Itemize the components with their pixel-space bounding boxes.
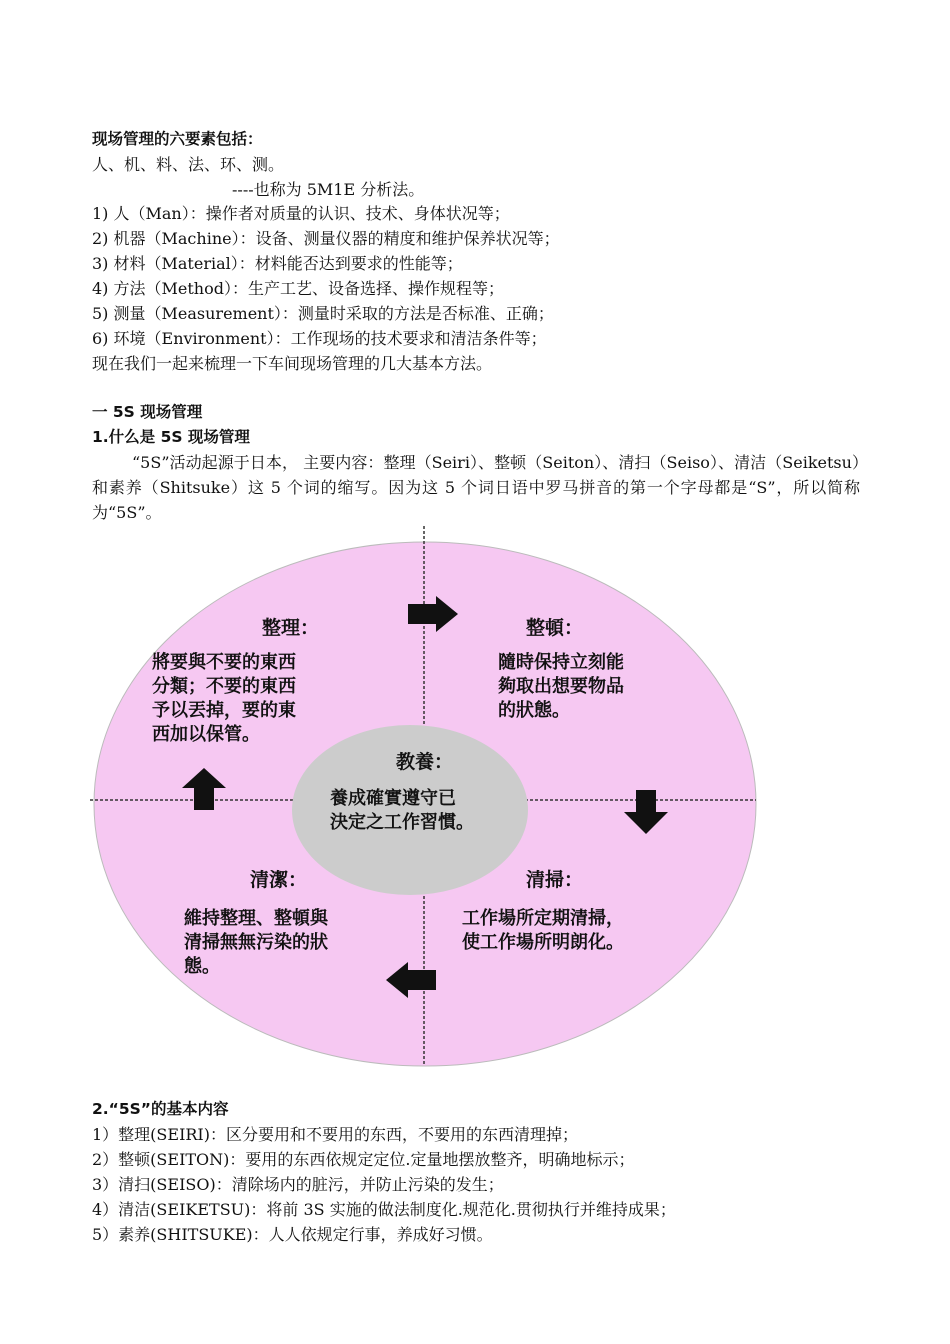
section2-item: 4）清洁(SEIKETSU)：将前 3S 实施的做法制度化.规范化.贯彻执行并维持成果；: [92, 1200, 676, 1219]
shitsuke-title: 教養：: [396, 751, 454, 773]
5s-cycle-diagram: [90, 522, 770, 1067]
seiri-line: 西加以保管。: [152, 724, 260, 745]
section1-subtitle: 1.什么是 5S 现场管理: [92, 428, 250, 446]
seiketsu-line: 維持整理、整頓與: [184, 908, 328, 929]
section2-item: 5）素养(SHITSUKE)：人人依规定行事，养成好习惯。: [92, 1225, 493, 1244]
seiri-line: 將要與不要的東西: [152, 652, 296, 673]
shitsuke-line: 決定之工作習慣。: [330, 812, 474, 833]
intro-item: 3) 材料（Material）：材料能否达到要求的性能等；: [92, 254, 463, 273]
section2-item: 3）清扫(SEISO)：清除场内的脏污，并防止污染的发生；: [92, 1175, 504, 1194]
section2-title: 2.“5S”的基本内容: [92, 1100, 229, 1118]
intro-closing: 现在我们一起来梳理一下车间现场管理的几大基本方法。: [92, 354, 493, 373]
seiri-title: 整理：: [262, 617, 320, 639]
intro-item: 2) 机器（Machine）：设备、测量仪器的精度和维护保养状况等；: [92, 229, 560, 248]
seiton-title: 整頓：: [526, 617, 584, 639]
seiketsu-line: 態。: [184, 956, 220, 977]
intro-elements: 人、机、料、法、环、测。: [92, 155, 285, 174]
intro-item: 4) 方法（Method）：生产工艺、设备选择、操作规程等；: [92, 279, 504, 298]
intro-alias: ----也称为 5M1E 分析法。: [232, 180, 425, 199]
intro-item: 5) 测量（Measurement）：测量时采取的方法是否标准、正确；: [92, 304, 554, 323]
seiri-line: 予以丟掉，要的東: [152, 700, 296, 721]
seiton-line: 的狀態。: [498, 700, 570, 721]
section2-item: 1）整理(SEIRI)：区分要用和不要用的东西，不要用的东西清理掉；: [92, 1125, 578, 1144]
seiso-line: 工作場所定期清掃，: [462, 908, 624, 929]
section1-title: 一 5S 现场管理: [92, 403, 203, 421]
seiton-line: 夠取出想要物品: [498, 676, 624, 697]
seiri-line: 分類；不要的東西: [152, 676, 296, 697]
shitsuke-line: 養成確實遵守已: [330, 788, 456, 809]
intro-heading: 现场管理的六要素包括：: [92, 130, 263, 148]
seiso-line: 使工作場所明朗化。: [462, 932, 624, 953]
seiton-line: 隨時保持立刻能: [498, 652, 624, 673]
seiketsu-line: 清掃無無污染的狀: [184, 932, 328, 953]
intro-item: 1) 人（Man）：操作者对质量的认识、技术、身体状况等；: [92, 204, 510, 223]
intro-item: 6) 环境（Environment）：工作现场的技术要求和清洁条件等；: [92, 329, 547, 348]
seiketsu-title: 清潔：: [250, 869, 308, 891]
section1-paragraph: “5S”活动起源于日本， 主要内容：整理（Seiri）、整顿（Seiton）、清扫（Seiso）、清洁（Seiketsu）和素养（Shitsuke）这 5 个词的缩写。因为这 5 个词日语中罗马拼音的第一个字母都是“S”，所以简称为“5S”。: [92, 453, 860, 522]
section2-item: 2）整顿(SEITON)：要用的东西依规定定位.定量地摆放整齐，明确地标示；: [92, 1150, 635, 1169]
seiso-title: 清掃：: [526, 869, 584, 891]
